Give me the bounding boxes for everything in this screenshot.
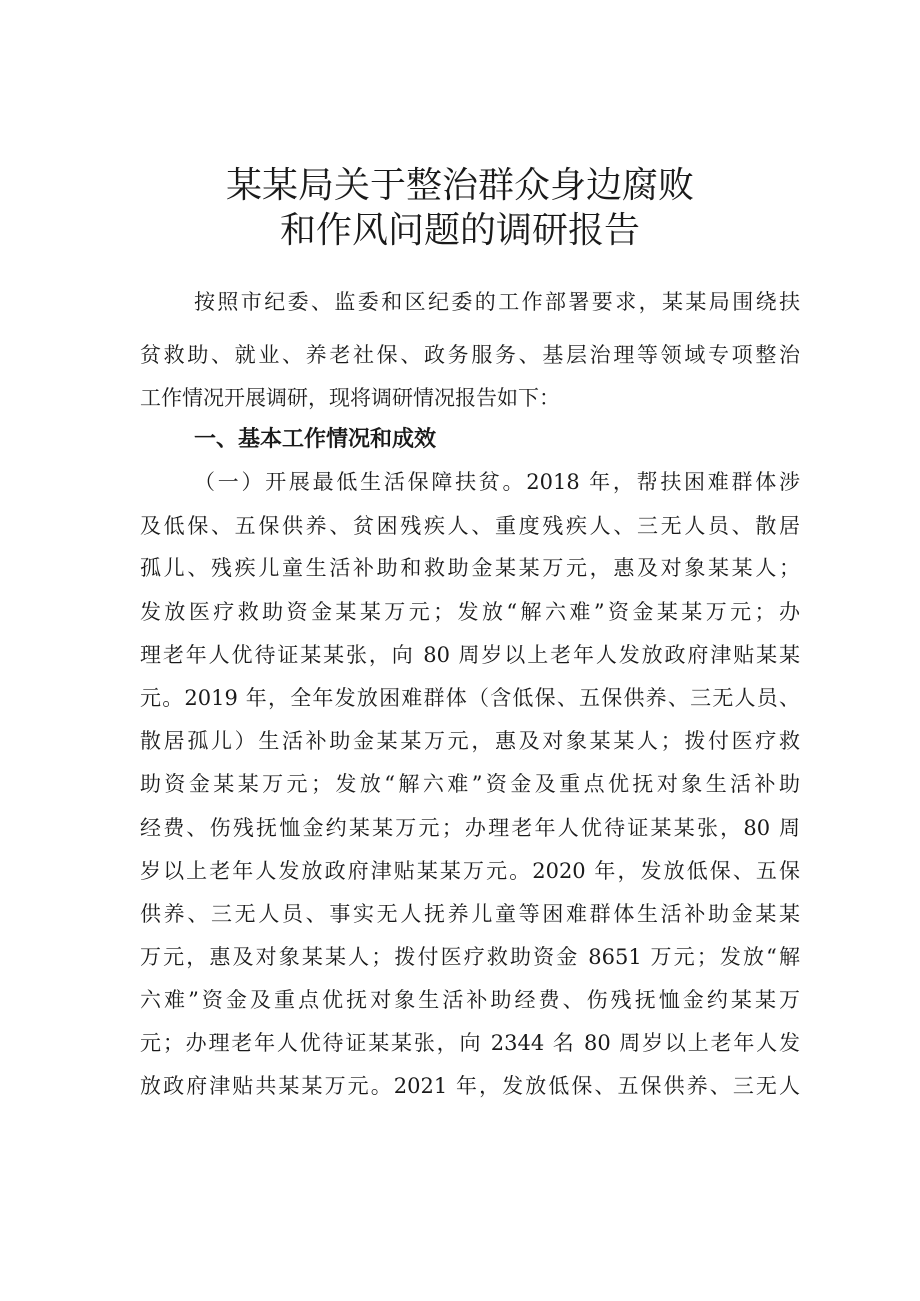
document-title-line-2: 和作风问题的调研报告 bbox=[279, 210, 640, 251]
body-line: 经费、伤残抚恤金约某某万元；办理老年人优待证某某张，80 周 bbox=[140, 816, 800, 840]
body-line: 及低保、五保供养、贫困残疾人、重度残疾人、三无人员、散居 bbox=[140, 514, 800, 538]
body-line: 万元，惠及对象某某人；拨付医疗救助资金 8651 万元；发放“解 bbox=[140, 945, 800, 969]
intro-line: 工作情况开展调研，现将调研情况报告如下： bbox=[140, 386, 560, 410]
section-heading: 一、基本工作情况和成效 bbox=[194, 427, 437, 452]
intro-line: 贫救助、就业、养老社保、政务服务、基层治理等领域专项整治 bbox=[140, 343, 800, 367]
body-line: 供养、三无人员、事实无人抚养儿童等困难群体生活补助金某某 bbox=[140, 902, 800, 926]
intro-line: 按照市纪委、监委和区纪委的工作部署要求，某某局围绕扶 bbox=[194, 290, 800, 314]
body-line: 理老年人优待证某某张，向 80 周岁以上老年人发放政府津贴某某 bbox=[140, 643, 800, 667]
body-line: 元；办理老年人优待证某某张，向 2344 名 80 周岁以上老年人发 bbox=[140, 1031, 800, 1055]
body-line: 孤儿、残疾儿童生活补助和救助金某某万元，惠及对象某某人； bbox=[140, 556, 800, 580]
body-line: （一）开展最低生活保障扶贫。2018 年，帮扶困难群体涉 bbox=[194, 470, 800, 494]
body-line: 助资金某某万元；发放“解六难”资金及重点优抚对象生活补助 bbox=[140, 772, 800, 796]
body-line: 六难”资金及重点优抚对象生活补助经费、伤残抚恤金约某某万 bbox=[140, 988, 800, 1012]
body-line: 发放医疗救助资金某某万元；发放“解六难”资金某某万元；办 bbox=[140, 600, 800, 624]
body-line: 岁以上老年人发放政府津贴某某万元。2020 年，发放低保、五保 bbox=[140, 859, 800, 883]
body-line: 散居孤儿）生活补助金某某万元，惠及对象某某人；拨付医疗救 bbox=[140, 729, 800, 753]
body-line: 放政府津贴共某某万元。2021 年，发放低保、五保供养、三无人 bbox=[140, 1074, 800, 1098]
document-title-line-1: 某某局关于整治群众身边腐败 bbox=[225, 165, 694, 206]
body-line: 元。2019 年，全年发放困难群体（含低保、五保供养、三无人员、 bbox=[140, 686, 800, 710]
